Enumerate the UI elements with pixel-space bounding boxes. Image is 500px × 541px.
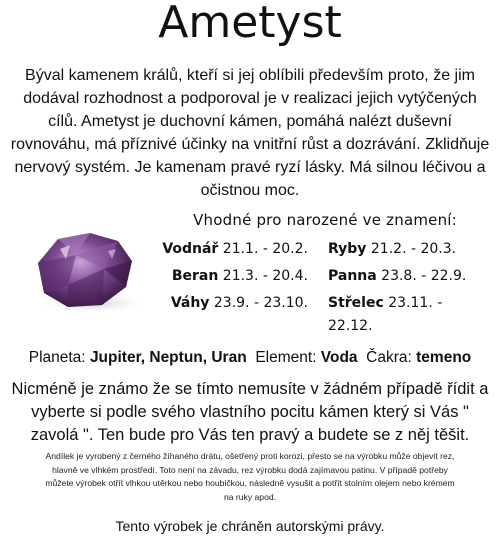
planet-value: Jupiter, Neptun, Uran [89, 349, 247, 366]
chakra-label: Čakra: [366, 349, 412, 366]
amethyst-stone-image [20, 225, 150, 315]
zodiac-sign: Střelec 23.11. - 22.12. [328, 295, 443, 334]
choice-note: Nicméně je známo že se tímto nemusíte v žádném případě řídit a vyberte si podle svého vlastního pocitu kámen který si Vás " zavolá ". Ten bude pro Vás ten pravý a budete se z něj těšit. [11, 380, 489, 444]
chakra-value: temeno [416, 349, 472, 366]
properties-line [0, 347, 500, 369]
zodiac-section [150, 210, 500, 338]
copyright-notice: Tento výrobek je chráněn autorskými právy. [115, 518, 385, 534]
zodiac-sign: Ryby 21.2. - 20.3. [328, 241, 457, 257]
page-title: Ametyst [158, 0, 342, 48]
zodiac-heading: Vhodné pro narozené ve znamení: [193, 211, 457, 229]
element-label: Element: [255, 349, 317, 366]
intro-paragraph: Býval kamenem králů, kteří si jej oblíbili především proto, že jim dodával rozhodnost a podporoval je v realizaci jejich vytýčených cílů. Ametyst je duchovní kámen, pomáhá nalézt duševní rovnováhu, má příznivé účinky na vnitřní růst a dozrávání. Zklidňuje nervový systém. Je kamenam pravé ryzí lásky. Má silnou léčivou a očistnou moc. [10, 67, 490, 199]
zodiac-sign: Panna 23.8. - 22.9. [328, 268, 467, 284]
zodiac-sign: Vodnář 21.1. - 20.2. [162, 241, 308, 257]
care-instructions: Andílek je vyrobený z černého žíhaného drátu, ošetřený proti korozi, přesto se na výrobku může objevit rez, hlavně ve vlhkém prostředí. Toto není na závadu, rez výrobku dodá zajímavou patinu. V případě potřeby můžete výrobek otřít vlhkou utěrkou nebo houbičkou, následně vysušit a potřít stolním olejem nebo krémem na ruky apod. [45, 451, 455, 502]
zodiac-sign: Váhy 23.9. - 23.10. [170, 295, 308, 311]
planet-label: Planeta: [28, 349, 86, 366]
zodiac-sign: Beran 21.3. - 20.4. [171, 268, 308, 284]
element-value: Voda [320, 349, 358, 366]
zodiac-grid [150, 238, 500, 338]
